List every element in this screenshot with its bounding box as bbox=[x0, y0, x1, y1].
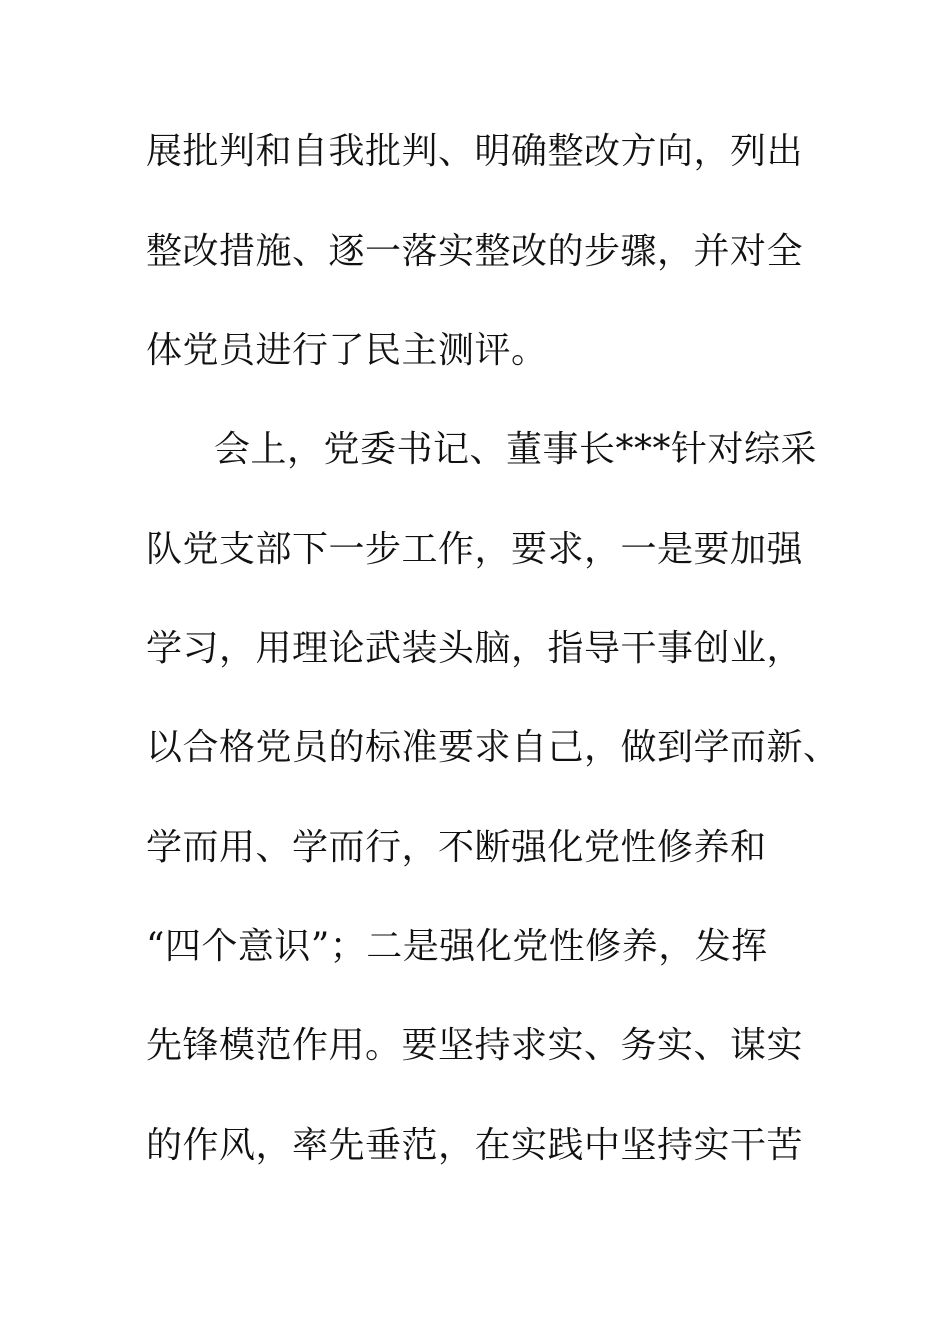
text-line-1: 展批判和自我批判、明确整改方向，列出 bbox=[146, 131, 804, 172]
text-line-10: 先锋模范作用。要坚持求实、务实、谋实 bbox=[146, 1025, 804, 1066]
text-line-11: 的作风，率先垂范，在实践中坚持实干苦 bbox=[146, 1125, 804, 1166]
text-line-3: 体党员进行了民主测评。 bbox=[146, 330, 548, 371]
text-line-2: 整改措施、逐一落实整改的步骤，并对全 bbox=[146, 231, 804, 272]
text-line-8: 学而用、学而行，不断强化党性修养和 bbox=[146, 827, 767, 868]
text-line-4: 会上，党委书记、董事长***针对综采 bbox=[214, 429, 818, 470]
text-line-5: 队党支部下一步工作，要求，一是要加强 bbox=[146, 529, 804, 570]
text-line-9: “四个意识”；二是强化党性修养，发挥 bbox=[146, 926, 768, 967]
text-line-7: 以合格党员的标准要求自己，做到学而新、 bbox=[146, 727, 840, 768]
text-line-6: 学习，用理论武装头脑，指导干事创业， bbox=[146, 628, 804, 669]
